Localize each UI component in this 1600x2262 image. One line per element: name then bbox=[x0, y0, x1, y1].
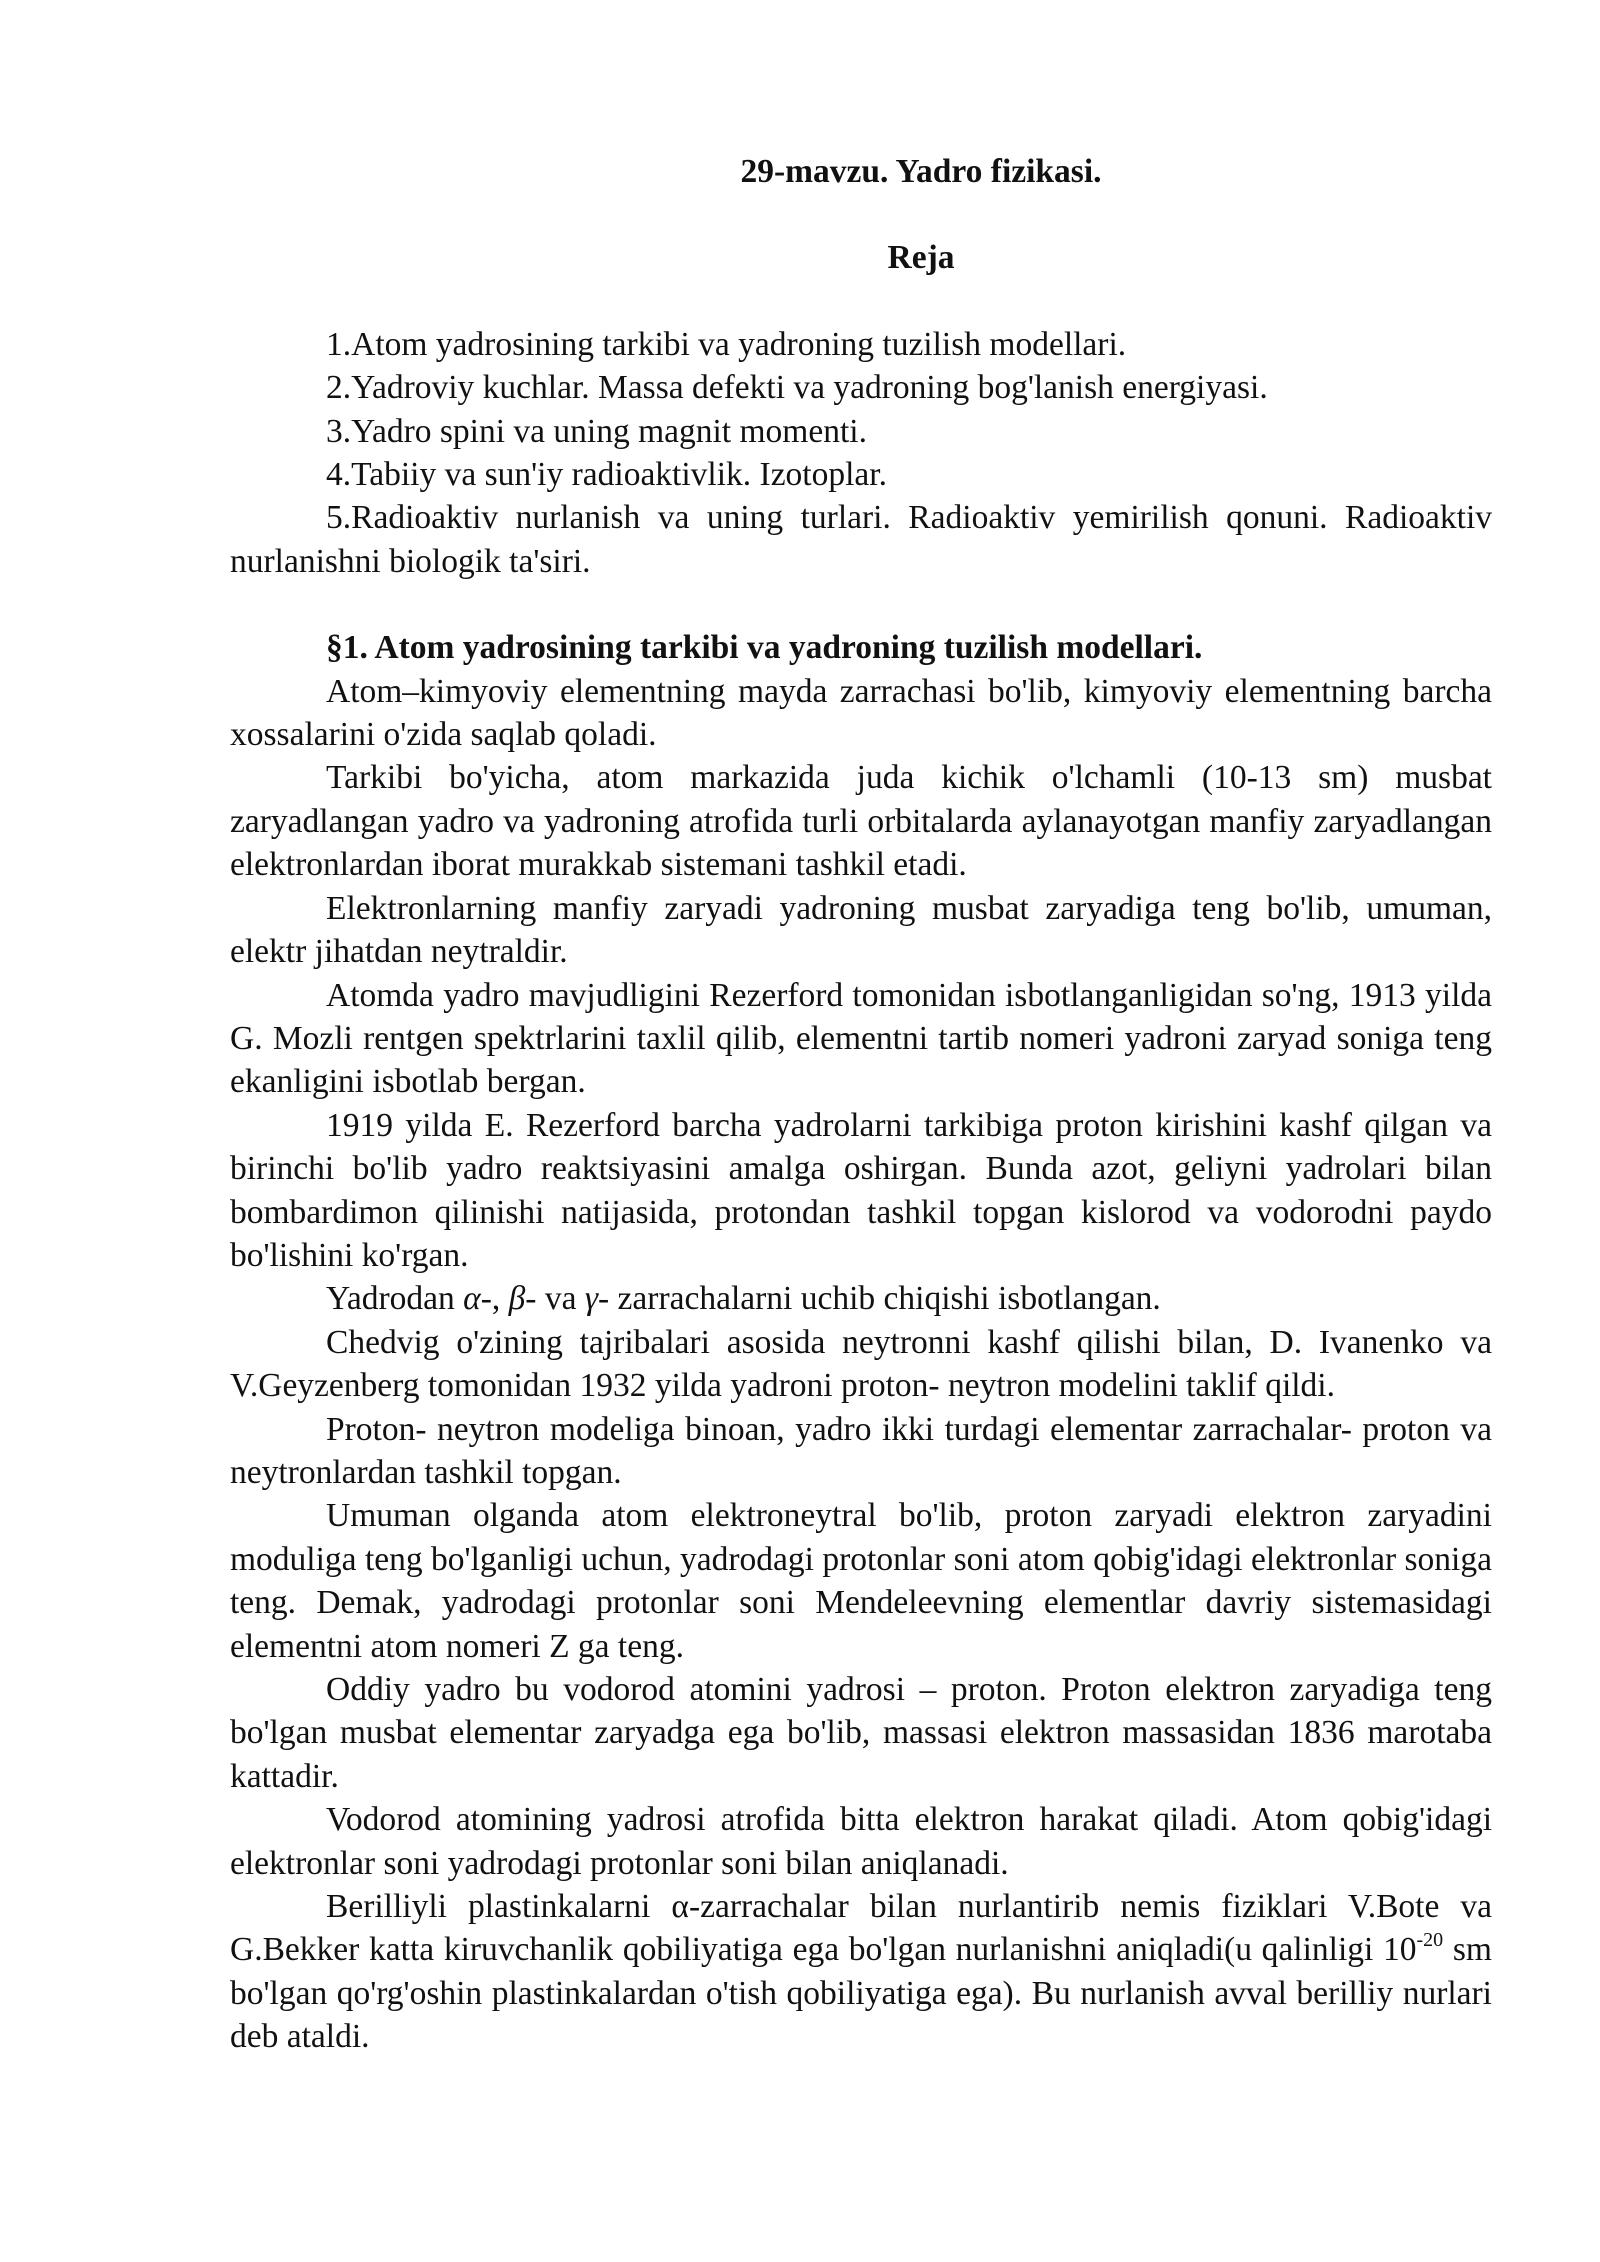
paragraph: Elektronlarning manfiy zaryadi yadroning musbat zaryadiga teng bo'lib, umuman, elektr jihatdan neytraldir. bbox=[230, 889, 1492, 971]
paragraph: Oddiy yadro bu vodorod atomini yadrosi – proton. Proton elektron zaryadiga teng bo'lgan musbat elementar zaryadga ega bo'lib, massasi elektron massasidan 1836 marotaba kattadir. bbox=[230, 1671, 1492, 1795]
gamma-symbol: γ bbox=[584, 1280, 599, 1318]
plan-item: 4.Tabiiy va sun'iy radioaktivlik. Izotoplar. bbox=[326, 456, 887, 494]
paragraph-beryllium bbox=[230, 1885, 1492, 2059]
paragraph: Atom–kimyoviy elementning mayda zarrachasi bo'lib, kimyoviy elementning barcha xossalarini o'zida saqlab qoladi. bbox=[230, 672, 1492, 754]
paragraph: Tarkibi bo'yicha, atom markazida juda kichik o'lchamli (10-13 sm) musbat zaryadlangan yadro va yadroning atrofida turli orbitalarda aylanayotgan manfiy zaryadlangan elektronlardan iborat murakkab sistemani tashkil etadi. bbox=[230, 759, 1492, 884]
text-segment: -, bbox=[480, 1280, 509, 1318]
paragraph: Proton- neytron modeliga binoan, yadro ikki turdagi elementar zarrachalar- proton va neytronlardan tashkil topgan. bbox=[230, 1410, 1492, 1491]
text-segment: Berilliyli plastinkalarni bbox=[326, 1888, 672, 1926]
paragraph: Atomda yadro mavjudligini Rezerford tomonidan isbotlanganligidan so'ng, 1913 yilda G. Mozli rentgen spektrlarini taxlil qilib, elementni tartib nomeri yadroni zaryad soniga teng ekanligini isbotlab bergan. bbox=[230, 976, 1492, 1101]
paragraph: Umuman olganda atom elektroneytral bo'lib, proton zaryadi elektron zaryadini moduliga teng bo'lganligi uchun, yadrodagi protonlar soni atom qobig'idagi elektronlar soniga teng. Demak, yadrodagi protonlar soni Mendeleevning elementlar davriy sistemasidagi elementni atom nomeri Z ga teng. bbox=[230, 1497, 1492, 1665]
text-segment: sm bo'lgan qo'rg'oshin plastinkalardan o'tish qobiliyatiga ega). Bu nurlanish avval berilliy nurlari deb ataldi. bbox=[230, 1931, 1492, 2056]
paragraph: Chedvig o'zining tajribalari asosida neytronni kashf qilishi bilan, D. Ivanenko va V.Geyzenberg tomonidan 1932 yilda yadroni proton- neytron modelini taklif qildi. bbox=[230, 1323, 1492, 1405]
plan-item: 5.Radioaktiv nurlanish va uning turlari. Radioaktiv yemirilish qonuni. Radioaktiv nurlanishni biologik ta'siri. bbox=[230, 499, 1492, 580]
text-segment: - zarrachalarni uchib chiqishi isbotlangan. bbox=[598, 1280, 1161, 1318]
document-page bbox=[230, 150, 1492, 2059]
plan-item: 2.Yadroviy kuchlar. Massa defekti va yadroning bog'lanish energiyasi. bbox=[326, 369, 1268, 407]
plan-item: 3.Yadro spini va uning magnit momenti. bbox=[326, 412, 867, 450]
plan-heading: Reja bbox=[887, 239, 955, 277]
section-heading: §1. Atom yadrosining tarkibi va yadroning tuzilish modellari. bbox=[326, 629, 1203, 667]
text-segment: -zarrachalar bilan nurlantirib nemis fiziklari V.Bote va G.Bekker katta kiruvchanlik qobiliyatiga ega bo'lgan nurlanishni aniqladi(u qalinligi 10 bbox=[230, 1888, 1492, 1969]
paragraph: 1919 yilda E. Rezerford barcha yadrolarni tarkibiga proton kirishini kashf qilgan va birinchi bo'lib yadro reaktsiyasini amalga oshirgan. Bunda azot, geliyni yadrolari bilan bombardimon qilinishi natijasida, protondan tashkil topgan kislorod va vodorodni paydo bo'lishini ko'rgan. bbox=[230, 1106, 1492, 1274]
exponent: -20 bbox=[1416, 1929, 1444, 1952]
plan-list bbox=[230, 323, 1492, 583]
page-title: 29-mavzu. Yadro fizikasi. bbox=[740, 153, 1102, 190]
plan-item: 1.Atom yadrosining tarkibi va yadroning tuzilish modellari. bbox=[326, 325, 1127, 363]
text-segment: - va bbox=[525, 1280, 585, 1318]
text-segment: Yadrodan bbox=[326, 1280, 464, 1318]
beta-symbol: β bbox=[508, 1280, 526, 1318]
alpha-symbol: α bbox=[463, 1280, 481, 1318]
paragraph-particles bbox=[230, 1277, 1492, 1320]
paragraph: Vodorod atomining yadrosi atrofida bitta elektron harakat qiladi. Atom qobig'idagi elektronlar soni yadrodagi protonlar soni bilan aniqlanadi. bbox=[230, 1801, 1492, 1882]
alpha-symbol: α bbox=[671, 1888, 689, 1926]
